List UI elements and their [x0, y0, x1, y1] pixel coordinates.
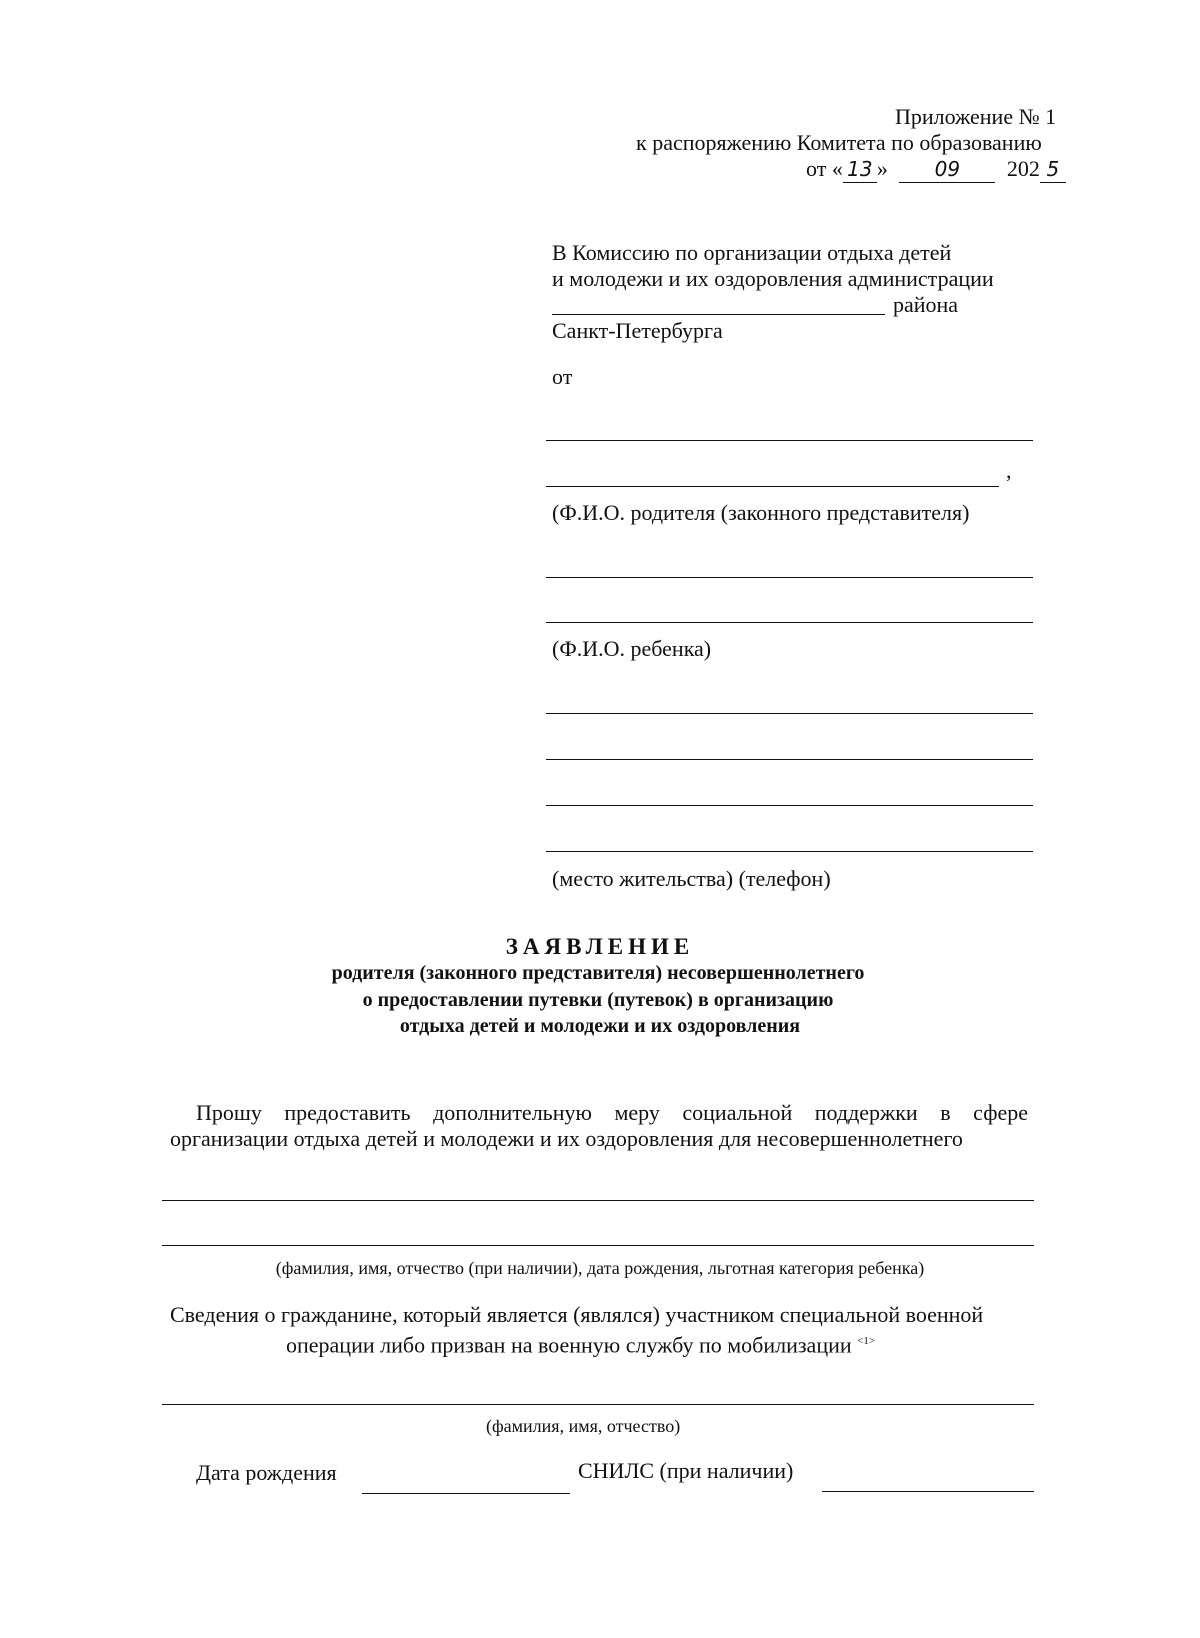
rayon-blank[interactable] — [552, 314, 885, 315]
parent-name-line-1[interactable] — [546, 440, 1033, 441]
from-label: от — [552, 364, 573, 389]
child-caption: (Ф.И.О. ребенка) — [552, 636, 712, 661]
date-year-prefix: 202 — [1006, 156, 1040, 181]
child-name-line-1[interactable] — [546, 577, 1033, 578]
appendix-number: Приложение № 1 — [895, 104, 1057, 129]
child-name-line-2[interactable] — [546, 622, 1033, 623]
title-sub-2: о предоставлении путевки (путевок) в организацию — [362, 989, 834, 1011]
city-label: Санкт-Петербурга — [552, 318, 723, 343]
date-year-digit: 5 — [1040, 156, 1066, 183]
footnote-ref: <1> — [857, 1335, 876, 1347]
child-info-line-1[interactable] — [162, 1200, 1034, 1201]
svo-line-2-text: операции либо призван на военную службу по мобилизации — [286, 1332, 852, 1358]
snils-field[interactable] — [822, 1491, 1034, 1492]
date-prefix: от « — [806, 156, 843, 181]
order-reference: к распоряжению Комитета по образованию — [636, 130, 1042, 155]
order-date — [806, 156, 1066, 183]
child-info-caption: (фамилия, имя, отчество (при наличии), дата рождения, льготная категория ребенка) — [275, 1258, 925, 1278]
svo-fio-line[interactable] — [162, 1404, 1034, 1405]
document-title: ЗАЯВЛЕНИЕ — [505, 934, 695, 959]
addressee-line-2: и молодежи и их оздоровления администрации — [552, 266, 994, 291]
snils-label: СНИЛС (при наличии) — [578, 1458, 794, 1483]
rayon-label: района — [893, 292, 959, 317]
svo-line-2 — [286, 1328, 875, 1358]
request-line-1: Прошу предоставить дополнительную меру социальной поддержки в сфере — [196, 1100, 1028, 1125]
date-mid: » — [876, 156, 888, 181]
birth-date-field[interactable] — [362, 1493, 570, 1494]
residence-line-1[interactable] — [546, 713, 1033, 714]
comma-mark: , — [1006, 458, 1012, 483]
title-sub-1: родителя (законного представителя) несовершеннолетнего — [331, 962, 865, 984]
fio-caption: (фамилия, имя, отчество) — [486, 1416, 681, 1436]
residence-caption: (место жительства) (телефон) — [552, 866, 831, 891]
request-line-2: организации отдыха детей и молодежи и их оздоровления для несовершеннолетнего — [170, 1126, 963, 1151]
child-info-line-2[interactable] — [162, 1245, 1034, 1246]
residence-line-3[interactable] — [546, 805, 1033, 806]
birth-date-label: Дата рождения — [196, 1460, 337, 1485]
parent-name-line-2[interactable] — [546, 486, 999, 487]
residence-line-2[interactable] — [546, 759, 1033, 760]
date-month: 09 — [899, 156, 995, 183]
title-sub-3: отдыха детей и молодежи и их оздоровления — [399, 1015, 801, 1037]
svo-line-1: Сведения о гражданине, который является (являлся) участником специальной военной — [170, 1302, 984, 1327]
date-day: 13 — [843, 156, 877, 183]
residence-line-4[interactable] — [546, 851, 1033, 852]
parent-caption: (Ф.И.О. родителя (законного представителя) — [552, 500, 970, 525]
addressee-line-1: В Комиссию по организации отдыха детей — [552, 240, 952, 265]
